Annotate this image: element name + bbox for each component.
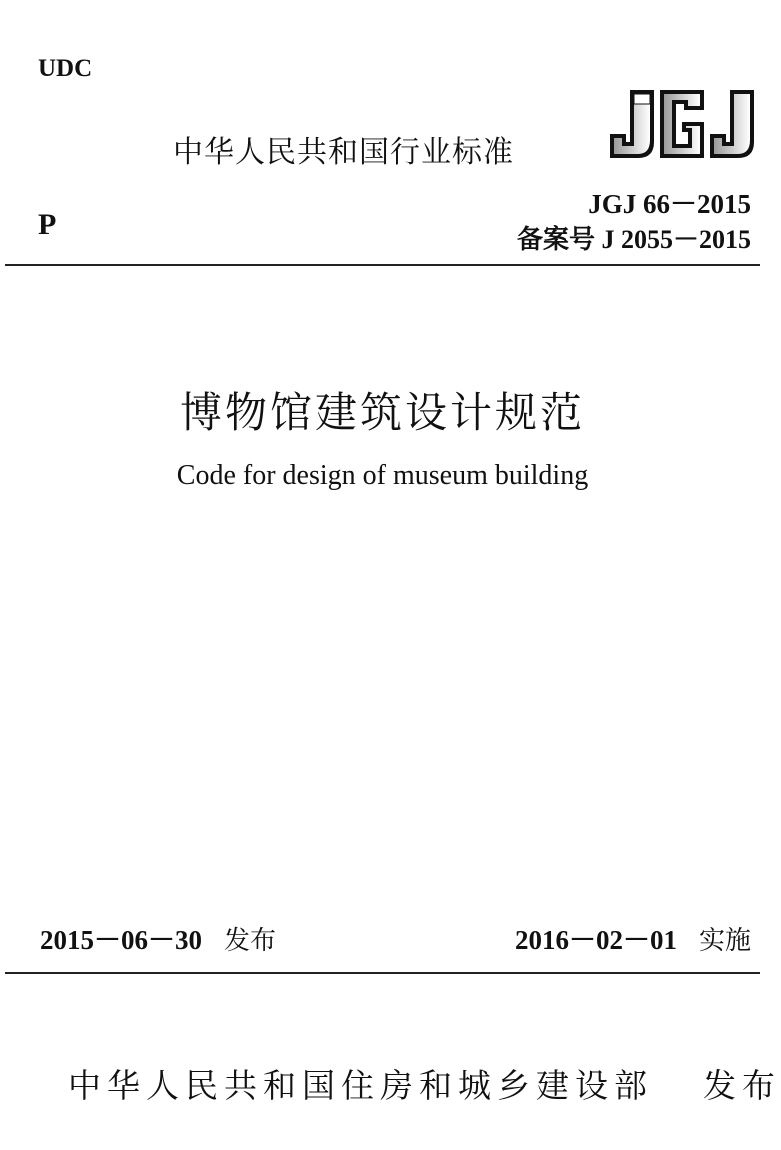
issue-label: 发布 bbox=[224, 926, 277, 956]
standard-number: JGJ 66－2015 bbox=[588, 189, 751, 219]
udc-label: UDC bbox=[38, 55, 93, 82]
top-divider bbox=[5, 264, 760, 266]
category-code: P bbox=[38, 208, 57, 241]
publisher-label: 发布 bbox=[703, 1066, 781, 1105]
logo-letter-g bbox=[660, 90, 704, 158]
record-number: 备案号 J 2055－2015 bbox=[516, 225, 751, 254]
logo-letter-j-left bbox=[610, 90, 654, 158]
implementation-label: 实施 bbox=[698, 926, 751, 956]
issue-date-line bbox=[40, 918, 276, 957]
issue-date: 2015－06－30 bbox=[40, 925, 202, 955]
publisher-line bbox=[68, 1060, 781, 1107]
logo-letter-j-right bbox=[710, 90, 754, 158]
publisher-name: 中华人民共和国住房和城乡建设部 bbox=[68, 1066, 653, 1105]
document-title-cn: 博物馆建筑设计规范 bbox=[179, 391, 585, 437]
industry-standard-title: 中华人民共和国行业标准 bbox=[173, 135, 514, 170]
jgj-logo-graphic bbox=[600, 84, 760, 164]
jgj-logo bbox=[600, 84, 760, 164]
implementation-date: 2016－02－01 bbox=[514, 925, 677, 955]
document-title-en: Code for design of museum building bbox=[176, 460, 589, 491]
bottom-divider bbox=[5, 972, 760, 974]
implementation-date-line bbox=[515, 918, 751, 957]
